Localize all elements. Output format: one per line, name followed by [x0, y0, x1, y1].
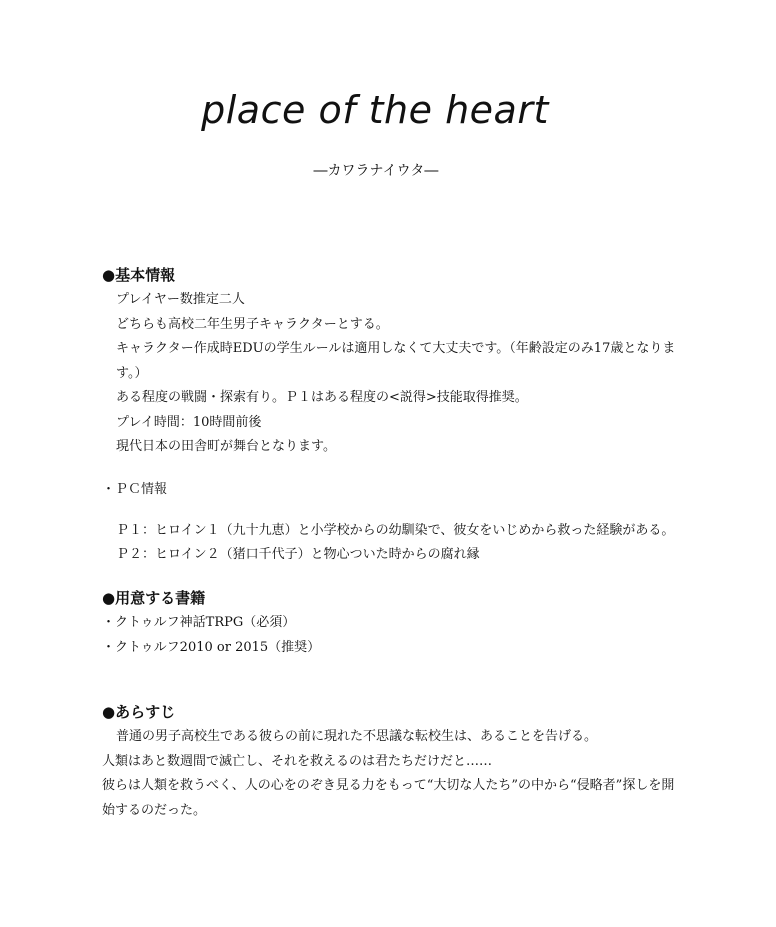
pc-info-line: Ｐ１：ヒロイン１（九十九恵）と小学校からの幼馴染で、彼女をいじめから救った経験がある。: [116, 522, 675, 538]
pc-info-heading: ・ＰＣ情報: [102, 482, 168, 497]
books-line: ・クトゥルフ2010 or 2015（推奨）: [102, 639, 321, 655]
basic-info-line: キャラクター作成時EDUの学生ルールは適用しなくて大丈夫です。（年齢設定のみ17歳となります。）: [116, 341, 676, 381]
pc-info-section: [102, 478, 702, 568]
books-heading: ●用意する書籍: [102, 589, 206, 607]
synopsis-line: 人類はあと数週間で滅亡し、それを救えるのは君たちだけだと……: [102, 753, 493, 769]
document-title: place of the heart: [201, 88, 549, 132]
basic-info-line: プレイ時間：10時間前後: [116, 414, 262, 430]
basic-info-line: ある程度の戦闘・探索有り。Ｐ１はある程度の<説得>技能取得推奨。: [116, 390, 528, 405]
synopsis-heading: ●あらすじ: [102, 703, 176, 721]
books-line: ・クトゥルフ神話TRPG（必須）: [102, 615, 296, 630]
basic-info-line: どちらも高校二年生男子キャラクターとする。: [116, 316, 389, 332]
basic-info-heading: ●基本情報: [102, 266, 176, 284]
basic-info-section: [102, 264, 702, 460]
basic-info-line: 現代日本の田舎町が舞台となります。: [116, 439, 336, 454]
synopsis-section: [102, 701, 702, 823]
books-section: [102, 587, 702, 660]
document-subtitle: ―カワラナイウタ―: [313, 163, 439, 179]
synopsis-line: 彼らは人類を救うべく、人の心をのぞき見る力をもって“大切な人たち”の中から“侵略者”探しを開始するのだった。: [102, 778, 675, 818]
pc-info-line: Ｐ２：ヒロイン２（猪口千代子）と物心ついた時からの腐れ縁: [116, 547, 480, 562]
synopsis-line: 普通の男子高校生である彼らの前に現れた不思議な転校生は、あることを告げる。: [116, 729, 598, 744]
basic-info-line: プレイヤー数推定二人: [116, 292, 245, 307]
